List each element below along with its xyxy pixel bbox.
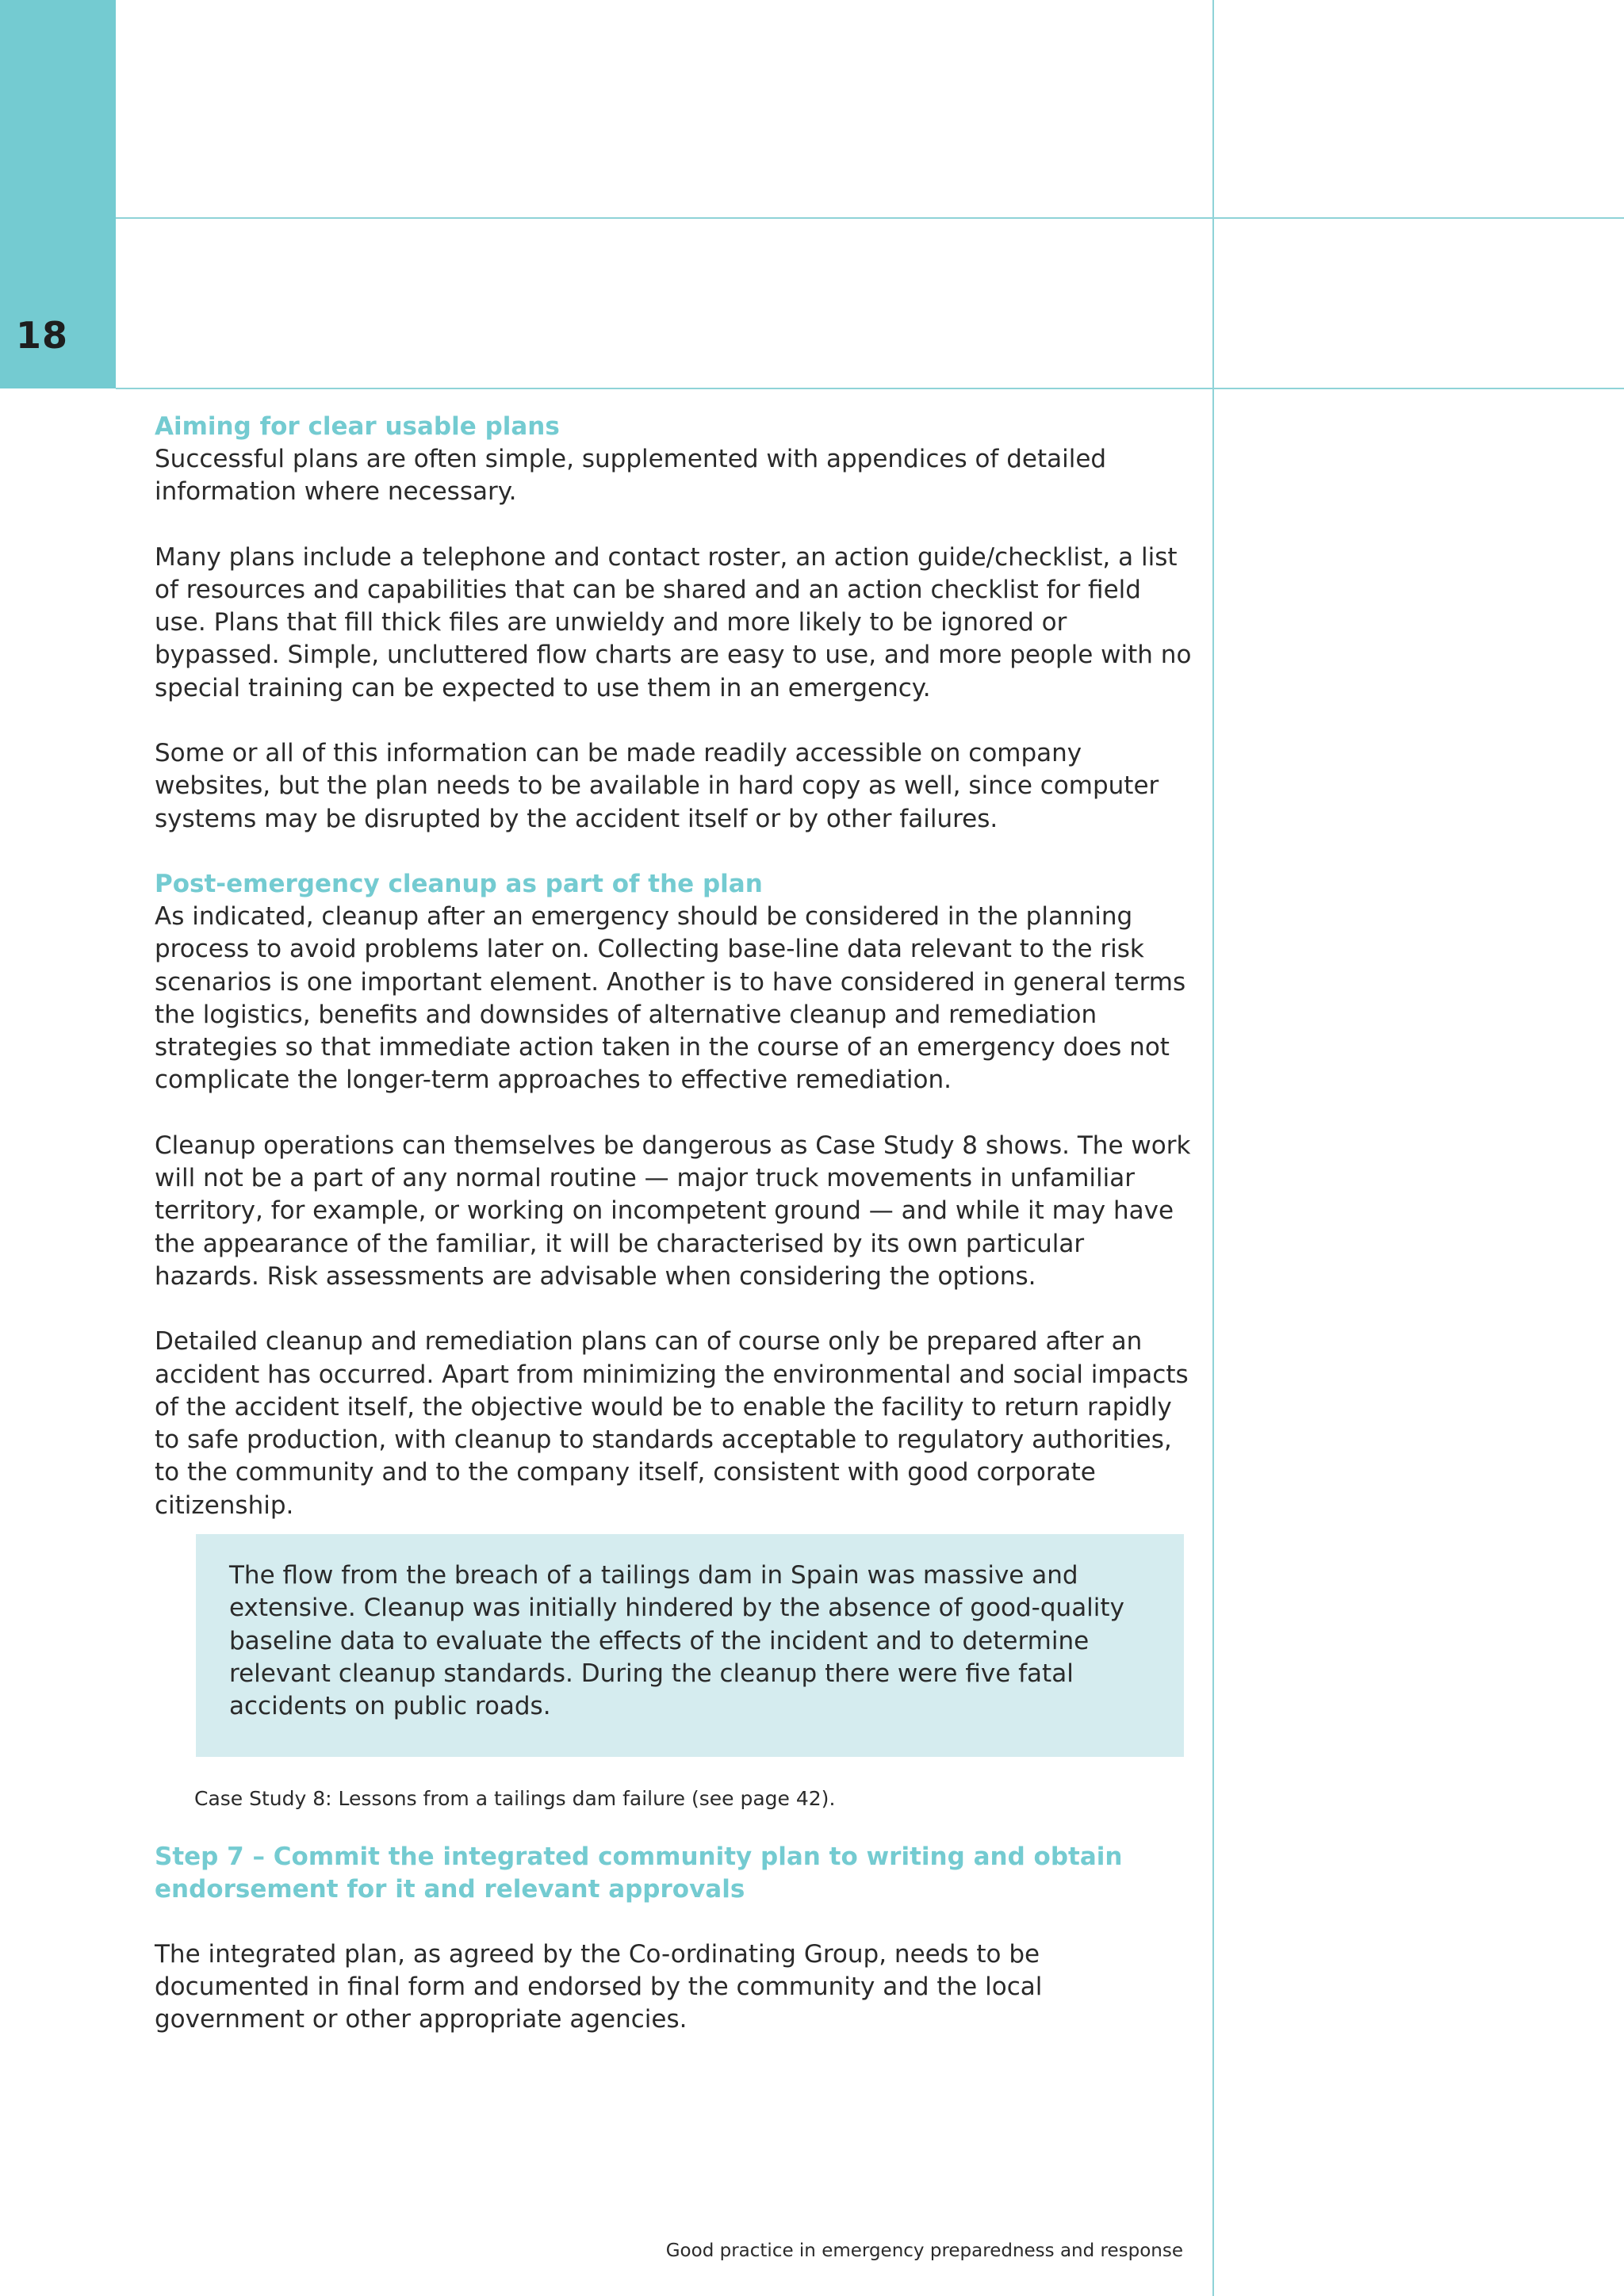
paragraph: Some or all of this information can be made readily accessible on company websites, but the plan needs to be available in hard copy as well, since computer systems may be disrupted by the accident itself or by other failures. (155, 739, 1159, 833)
section-step7 (155, 1841, 1193, 2037)
paragraph: As indicated, cleanup after an emergency should be considered in the planning process to avoid problems later on. Collecting base-line data relevant to the risk scenarios is one important element. Another is to have considered in general terms the logistics, benefits and downsides of alternative cleanup and remediation strategies so that immediate action taken in the course of an emergency does not complicate the longer-term approaches to effective remediation. (155, 901, 1186, 1095)
case-study-caption: Case Study 8: Lessons from a tailings dam failure (see page 42). (194, 1786, 836, 1810)
paragraph: Cleanup operations can themselves be dangerous as Case Study 8 shows. The work will not be a part of any normal routine — major truck movements in unfamiliar territory, for example, or working on incompetent ground — and while it may have the appearance of the familiar, it will be characterised by its own particular hazards. Risk assessments are advisable when considering the options. (155, 1131, 1191, 1291)
case-study-box (196, 1534, 1184, 1756)
footer-text: Good practice in emergency preparedness and response (665, 2241, 1183, 2261)
main-content (155, 411, 1193, 2068)
section-heading: Step 7 – Commit the integrated community plan to writing and obtain endorsement for it and relevant approvals (155, 1842, 1123, 1904)
margin-rule (1212, 0, 1214, 2296)
paragraph: Many plans include a telephone and contact roster, an action guide/checklist, a list of resources and capabilities that can be shared and an action checklist for field use. Plans that fill thick files are unwieldy and more likely to be ignored or bypassed. Simple, uncluttered flow charts are easy to use, and more people with no special training can be expected to use them in an emergency. (155, 542, 1192, 702)
case-study-text: The flow from the breach of a tailings dam in Spain was massive and extensive. Cleanup was initially hindered by the absence of good-quality baseline data to evaluate the effects of the incident and to determine relevant cleanup standards. During the cleanup there were five fatal accidents on public roads. (229, 1561, 1124, 1721)
section-cleanup (155, 868, 1193, 1522)
page-number: 18 (16, 314, 69, 357)
header-rule-bottom (116, 388, 1624, 389)
section-heading: Aiming for clear usable plans (155, 412, 560, 441)
paragraph: Successful plans are often simple, supplemented with appendices of detailed information where necessary. (155, 445, 1107, 507)
section-aiming (155, 411, 1193, 836)
paragraph: The integrated plan, as agreed by the Co-ordinating Group, needs to be documented in final form and endorsed by the community and the local government or other appropriate agencies. (155, 1939, 1043, 2034)
paragraph: Detailed cleanup and remediation plans can of course only be prepared after an accident has occurred. Apart from minimizing the environmental and social impacts of the accident itself, the objective would be to enable the facility to return rapidly to safe production, with cleanup to standards acceptable to regulatory authorities, to the community and to the company itself, consistent with good corporate citizenship. (155, 1327, 1189, 1520)
header-rule-top (116, 217, 1624, 219)
section-heading: Post-emergency cleanup as part of the plan (155, 869, 763, 898)
